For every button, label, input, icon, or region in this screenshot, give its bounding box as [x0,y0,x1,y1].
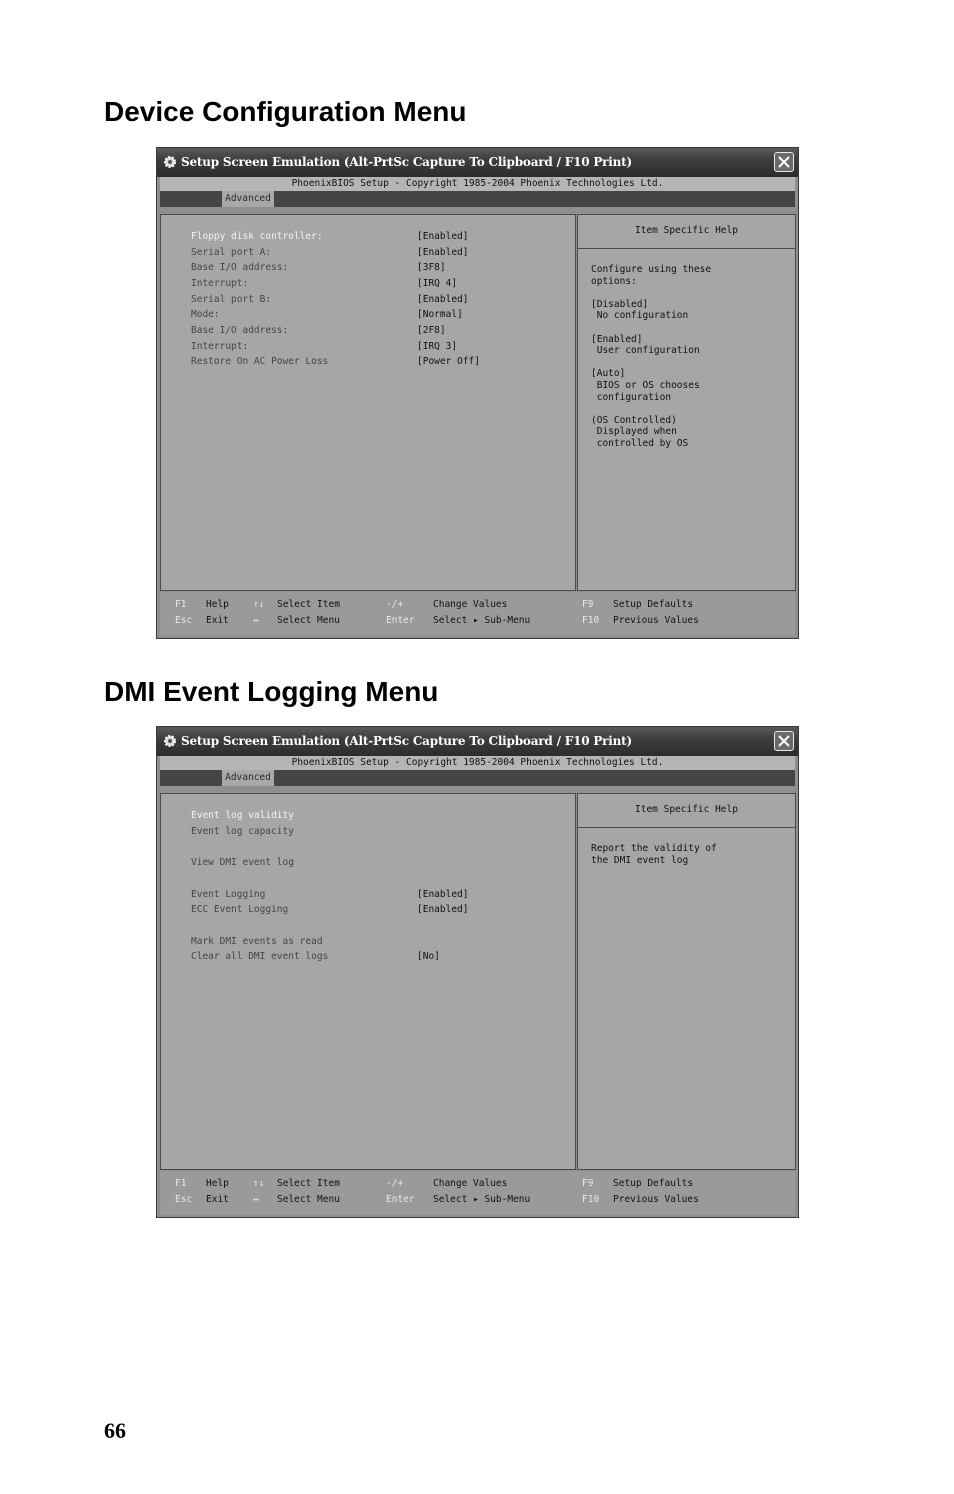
up-down-arrows-icon[interactable]: ↑↓ [253,599,265,610]
key-legend-footer [160,1171,795,1215]
setting-label: ECC Event Logging [191,904,289,915]
setting-value[interactable]: [Enabled] [417,904,469,915]
setting-value[interactable]: [Power Off] [417,356,480,367]
setting-value[interactable]: [Enabled] [417,294,469,305]
setting-clear-all-dmi-event-logs[interactable] [191,950,571,964]
key-f10[interactable]: F10 [582,1194,600,1205]
key-esc[interactable]: Esc [175,1194,193,1205]
setting-interrupt-b[interactable] [191,340,571,354]
setting-value[interactable]: [No] [417,951,440,962]
bios-window-dmi-event-logging [156,726,799,1218]
setting-label: Mode: [191,309,220,320]
help-panel-text: Configure using these options: [Disabled] No configuration [Enabled] User configuration [Auto] BIOS or OS chooses configuration (OS Controlled) Displayed when controlled by OS [591,264,712,449]
key-f1-desc: Help [206,1178,229,1189]
up-down-arrows-icon[interactable]: ↑↓ [253,1178,265,1189]
section-title-dmi-event-logging: DMI Event Logging Menu [104,676,439,707]
key-change-values-desc: Change Values [433,599,508,610]
key-select-submenu-desc: Select ▸ Sub-Menu [433,1194,531,1205]
setting-value[interactable]: [Enabled] [417,231,469,242]
key-setup-defaults-desc: Setup Defaults [613,599,694,610]
setting-label: Base I/O address: [191,325,289,336]
gear-icon [163,734,177,748]
setting-base-io-address-b[interactable] [191,324,571,338]
setting-value[interactable]: [Enabled] [417,889,469,900]
gear-icon [163,155,177,169]
setting-label: Floppy disk controller: [191,231,323,242]
key-esc-desc: Exit [206,1194,229,1205]
key-select-item-desc: Select Item [277,599,340,610]
key-select-submenu-desc: Select ▸ Sub-Menu [433,615,531,626]
left-right-arrows-icon[interactable]: ↔ [253,1194,259,1205]
setting-value[interactable]: [Enabled] [417,247,469,258]
setting-label: Interrupt: [191,341,249,352]
window-titlebar[interactable] [157,148,798,177]
key-select-menu-desc: Select Menu [277,615,340,626]
close-button[interactable] [774,731,794,751]
bios-menubar [160,191,795,207]
setting-event-log-validity[interactable] [191,809,571,823]
bios-window-device-configuration [156,147,799,639]
section-title-device-configuration: Device Configuration Menu [104,96,467,127]
settings-panel [160,793,576,1170]
setting-event-log-capacity[interactable] [191,825,571,839]
setting-floppy-disk-controller[interactable] [191,230,571,244]
bios-copyright-header: PhoenixBIOS Setup - Copyright 1985-2004 Phoenix Technologies Ltd. [160,177,795,191]
settings-panel [160,214,576,591]
key-plus-minus[interactable]: -/+ [386,1178,404,1189]
setting-mark-dmi-events-as-read[interactable] [191,935,571,949]
key-previous-values-desc: Previous Values [613,1194,699,1205]
bios-menubar [160,770,795,786]
item-help-panel [577,214,796,591]
key-setup-defaults-desc: Setup Defaults [613,1178,694,1189]
key-f9[interactable]: F9 [582,1178,594,1189]
window-title: Setup Screen Emulation (Alt-PrtSc Capture To Clipboard / F10 Print) [181,734,633,748]
left-right-arrows-icon[interactable]: ↔ [253,615,259,626]
key-f1[interactable]: F1 [175,1178,187,1189]
window-titlebar[interactable] [157,727,798,756]
key-previous-values-desc: Previous Values [613,615,699,626]
key-enter[interactable]: Enter [386,615,415,626]
setting-label: Base I/O address: [191,262,289,273]
key-select-menu-desc: Select Menu [277,1194,340,1205]
setting-label: Interrupt: [191,278,249,289]
setting-label: View DMI event log [191,857,294,868]
tab-advanced[interactable]: Advanced [222,770,274,786]
window-title: Setup Screen Emulation (Alt-PrtSc Capture To Clipboard / F10 Print) [181,155,633,169]
setting-serial-port-a[interactable] [191,246,571,260]
setting-value[interactable]: [Normal] [417,309,463,320]
close-icon [778,735,790,747]
item-help-panel [577,793,796,1170]
setting-base-io-address-a[interactable] [191,261,571,275]
setting-view-dmi-event-log[interactable] [191,856,571,870]
setting-value[interactable]: [IRQ 4] [417,278,458,289]
key-f1[interactable]: F1 [175,599,187,610]
key-f10[interactable]: F10 [582,615,600,626]
setting-label: Event Logging [191,889,266,900]
setting-label: Clear all DMI event logs [191,951,329,962]
key-esc-desc: Exit [206,615,229,626]
setting-event-logging[interactable] [191,888,571,902]
tab-advanced[interactable]: Advanced [222,191,274,207]
setting-label: Serial port A: [191,247,272,258]
setting-interrupt-a[interactable] [191,277,571,291]
close-icon [778,156,790,168]
setting-label: Mark DMI events as read [191,936,323,947]
page-number: 66 [104,1418,126,1443]
setting-value[interactable]: [3F8] [417,262,446,273]
setting-value[interactable]: [2F8] [417,325,446,336]
help-panel-title: Item Specific Help [578,215,795,249]
setting-label: Restore On AC Power Loss [191,356,329,367]
setting-restore-on-ac-power-loss[interactable] [191,355,571,369]
key-f1-desc: Help [206,599,229,610]
help-panel-title: Item Specific Help [578,794,795,828]
key-esc[interactable]: Esc [175,615,193,626]
setting-label: Event log capacity [191,826,294,837]
close-button[interactable] [774,152,794,172]
setting-label: Event log validity [191,810,294,821]
key-change-values-desc: Change Values [433,1178,508,1189]
key-f9[interactable]: F9 [582,599,594,610]
help-panel-text: Report the validity of the DMI event log [591,843,717,866]
setting-mode[interactable] [191,308,571,322]
setting-value[interactable]: [IRQ 3] [417,341,458,352]
setting-label: Serial port B: [191,294,272,305]
key-legend-footer [160,592,795,636]
key-enter[interactable]: Enter [386,1194,415,1205]
setting-serial-port-b[interactable] [191,293,571,307]
setting-ecc-event-logging[interactable] [191,903,571,917]
bios-copyright-header: PhoenixBIOS Setup - Copyright 1985-2004 Phoenix Technologies Ltd. [160,756,795,770]
key-plus-minus[interactable]: -/+ [386,599,404,610]
key-select-item-desc: Select Item [277,1178,340,1189]
